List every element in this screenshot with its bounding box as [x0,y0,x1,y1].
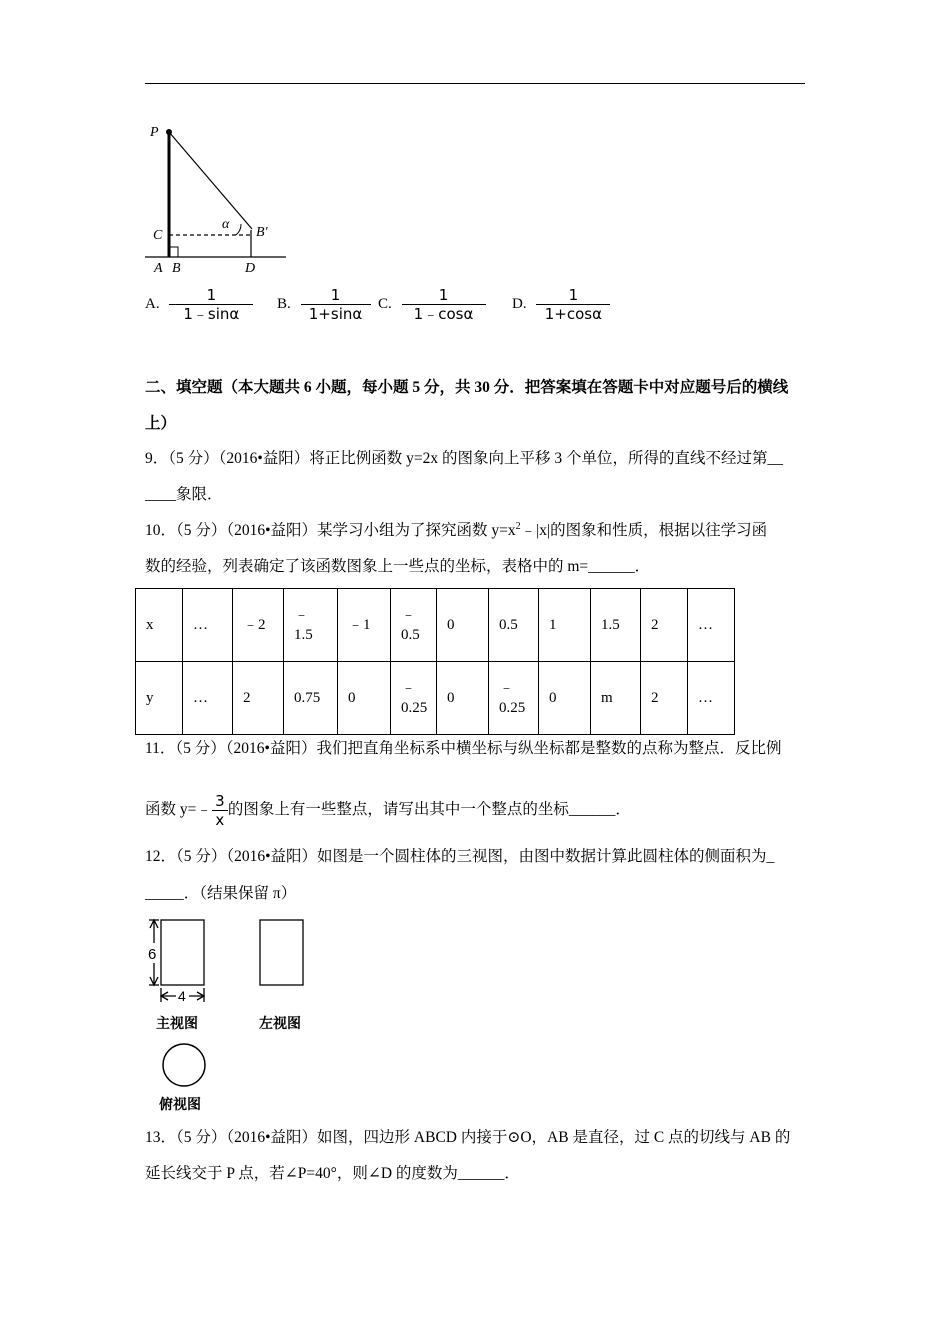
q11-post: 的图象上有一些整点，请写出其中一个整点的坐标______． [227,801,631,818]
fig8-label-b: B [172,261,181,276]
table-cell: ﹣1 [338,589,391,662]
q10-line1-b: ﹣|x|的图象和性质，根据以往学习函 [520,522,768,539]
q9-line2: ____象限． [145,486,223,503]
option-a-num: 1 [206,286,217,304]
q11-line2 [145,788,631,832]
option-d-num: 1 [568,286,579,304]
q11-den: x [212,810,228,829]
option-b-label: B. [277,296,291,312]
table-cell: 0 [338,662,391,735]
table-row-x [136,589,735,662]
table-cell: 1 [539,589,591,662]
q10-table [135,588,735,735]
option-b-den: 1+sinα [301,304,371,323]
q9-line1: 9．（5 分）（2016•益阳）将正比例函数 y=2x 的图象向上平移 3 个单位，所得的直线不经过第__ [145,450,784,467]
option-b [277,286,371,323]
table-cell: x [136,589,183,662]
fig8-label-d: D [245,261,256,276]
q11-fraction [212,792,228,829]
fig12-top-view-label: 俯视图 [159,1097,201,1113]
table-cell: m [591,662,641,735]
q11-line1: 11．（5 分）（2016•益阳）我们把直角坐标系中横坐标与纵坐标都是整数的点称为整点．反比例 [145,740,782,757]
table-cell: … [183,589,233,662]
q12-line1: 12．（5 分）（2016•益阳）如图是一个圆柱体的三视图，由图中数据计算此圆柱体的侧面积为_ [145,848,775,865]
table-cell: 0 [539,662,591,735]
table-cell: ﹣ 0.25 [489,662,539,735]
option-a-label: A. [145,296,160,312]
table-cell: 0.5 [489,589,539,662]
q11-num: 3 [215,791,225,810]
option-d-fraction [536,286,610,323]
table-cell: ﹣ 0.25 [391,662,437,735]
option-d [512,286,610,323]
q10-line1 [145,520,767,542]
option-a-fraction [169,286,253,323]
table-cell: … [183,662,233,735]
table-cell: 0.75 [284,662,338,735]
fig12-width-label: 4 [178,988,186,1004]
table-cell: 0 [437,589,489,662]
table-cell: … [688,589,735,662]
fig8-label-p: P [150,125,159,140]
table-cell: … [688,662,735,735]
q12-line2: _____．（结果保留 π） [145,885,297,902]
option-d-label: D. [512,296,527,312]
q13-line2: 延长线交于 P 点，若∠P=40°，则∠D 的度数为______． [145,1165,520,1182]
option-a [145,286,253,323]
fig8-label-bprime: B′ [256,225,268,240]
option-c-num: 1 [438,286,449,304]
fig12-left-view-label: 左视图 [259,1016,301,1032]
q10-line1-a: 10．（5 分）（2016•益阳）某学习小组为了探究函数 y=x [145,522,516,539]
option-b-fraction [301,286,371,323]
table-cell: y [136,662,183,735]
option-c-fraction [402,286,486,323]
figure-q8 [140,118,290,278]
fig8-label-c: C [153,228,163,243]
option-c-label: C. [378,296,392,312]
section2-heading-line1: 二、填空题（本大题共 6 小题，每小题 5 分，共 30 分．把答案填在答题卡中对应题号后的横线 [145,379,789,396]
q13-line1: 13．（5 分）（2016•益阳）如图，四边形 ABCD 内接于⊙O，AB 是直径，过 C 点的切线与 AB 的 [145,1129,791,1146]
q10-superscript: 2 [515,520,521,532]
table-cell: ﹣2 [233,589,284,662]
table-cell: 2 [641,589,688,662]
figure-q12 [140,912,340,1117]
table-cell: 1.5 [591,589,641,662]
table-row-y [136,662,735,735]
fig8-label-a: A [154,261,163,276]
table-cell: 2 [233,662,284,735]
header-rule [145,83,805,84]
table-cell: 2 [641,662,688,735]
table-cell: ﹣ 0.5 [391,589,437,662]
option-a-den: 1﹣sinα [169,304,253,323]
table-cell: 0 [437,662,489,735]
option-c-den: 1﹣cosα [402,304,486,323]
section2-heading-line2: 上） [145,415,177,432]
fig12-height-label: 6 [148,946,157,963]
q10-line2: 数的经验，列表确定了该函数图象上一些点的坐标，表格中的 m=______． [145,558,651,575]
table-cell: ﹣ 1.5 [284,589,338,662]
option-d-den: 1+cosα [536,304,610,323]
option-b-num: 1 [330,286,341,304]
fig8-label-alpha: α [222,217,230,232]
q11-pre: 函数 y=﹣ [145,801,212,818]
option-c [378,286,486,323]
fig12-front-view-label: 主视图 [156,1016,198,1032]
